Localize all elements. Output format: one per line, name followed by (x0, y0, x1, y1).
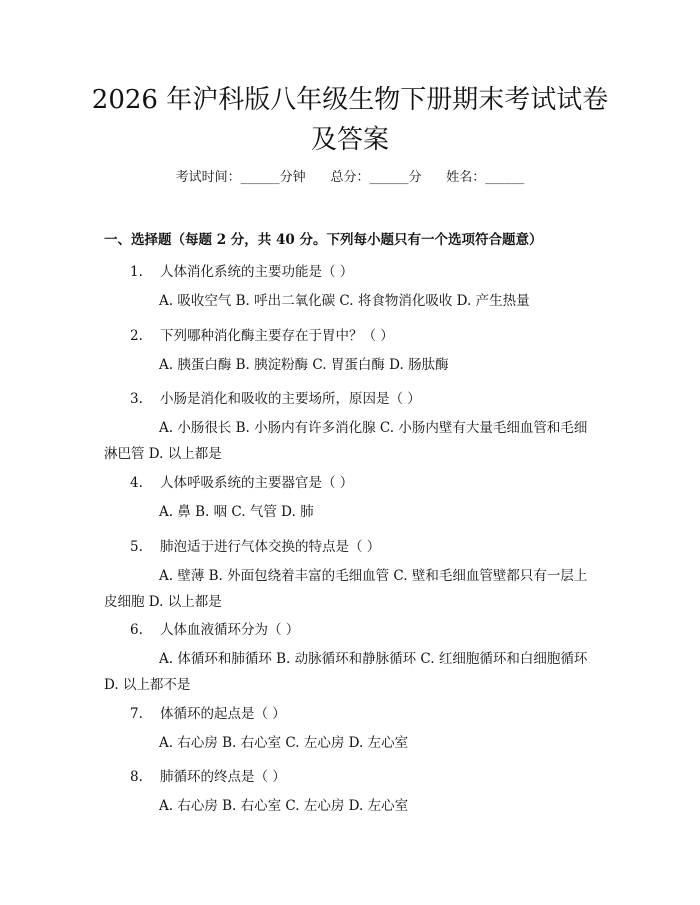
question-text: 人体消化系统的主要功能是（ ） (160, 264, 354, 280)
question-options: A. 右心房 B. 右心室 C. 左心房 D. 左心室 (159, 735, 409, 751)
question-options: A. 体循环和肺循环 B. 动脉循环和静脉循环 C. 红细胞循环和白细胞循环 D. 以上都不是 (104, 651, 588, 693)
title-line-1: 2026 年沪科版八年级生物下册期末考试试卷 (91, 85, 609, 115)
question-options: A. 鼻 B. 咽 C. 气管 D. 肺 (159, 504, 314, 520)
question-text: 下列哪种消化酶主要存在于胃中？（ ） (160, 328, 394, 344)
question-number: 6. (130, 622, 143, 638)
question-options: A. 胰蛋白酶 B. 胰淀粉酶 C. 胃蛋白酶 D. 肠肽酶 (159, 357, 449, 373)
question-text: 体循环的起点是（ ） (160, 706, 286, 722)
question-options: A. 壁薄 B. 外面包绕着丰富的毛细血管 C. 壁和毛细血管壁都只有一层上皮细胞 D. 以上都是 (104, 568, 588, 610)
exam-title (60, 80, 640, 160)
question-number: 8. (130, 769, 143, 785)
student-name: 姓名：______ (446, 170, 525, 185)
question-options: A. 小肠很长 B. 小肠内有许多消化腺 C. 小肠内壁有大量毛细血管和毛细淋巴管 D. 以上都是 (104, 420, 588, 462)
question-number: 3. (130, 391, 143, 407)
title-line-2: 及答案 (310, 125, 389, 155)
exam-meta (0, 168, 700, 188)
question-text: 肺泡适于进行气体交换的特点是（ ） (160, 539, 381, 555)
question-number: 2. (130, 328, 143, 344)
question-number: 1. (130, 264, 143, 280)
question-number: 5. (130, 539, 143, 555)
question-text: 肺循环的终点是（ ） (160, 769, 286, 785)
exam-time: 考试时间：______分钟 (175, 170, 306, 185)
question-text: 人体血液循环分为（ ） (160, 622, 300, 638)
question-options: A. 右心房 B. 右心室 C. 左心房 D. 左心室 (159, 798, 409, 814)
question-text: 小肠是消化和吸收的主要场所，原因是（ ） (160, 391, 421, 407)
question-number: 4. (130, 475, 143, 491)
total-score: 总分：______分 (330, 170, 422, 185)
question-text: 人体呼吸系统的主要器官是（ ） (160, 475, 354, 491)
section-heading-choice: 一、选择题（每题 2 分，共 40 分。下列每小题只有一个选项符合题意） (104, 232, 543, 248)
question-options: A. 吸收空气 B. 呼出二氧化碳 C. 将食物消化吸收 D. 产生热量 (159, 293, 530, 309)
question-number: 7. (130, 706, 143, 722)
